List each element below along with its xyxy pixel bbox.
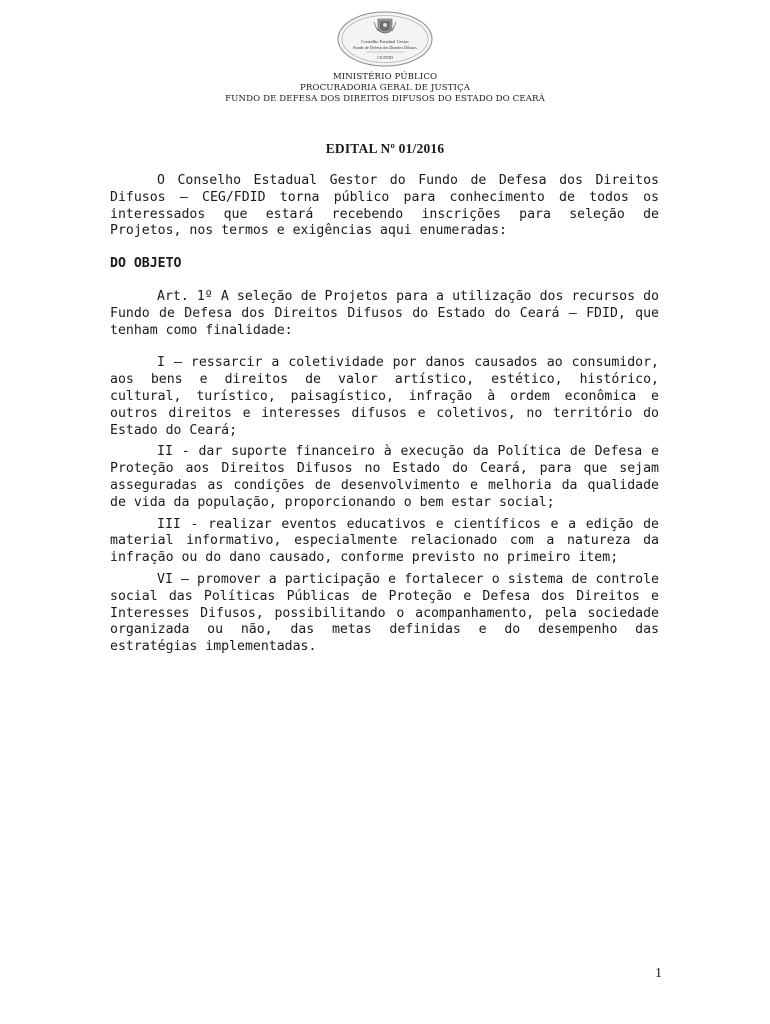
document-title: EDITAL Nº 01/2016: [325, 141, 445, 156]
header-line-1: MINISTÉRIO PÚBLICO: [332, 72, 438, 82]
section-heading: DO OBJETO: [110, 256, 182, 272]
logo-line-3: CE/FDID: [376, 55, 394, 60]
article-1: Art. 1º A seleção de Projetos para a utilização dos recursos do Fundo de Defesa dos Direitos Difusos do Estado do Ceará – FDID, que tenham como finalidade:: [110, 288, 659, 338]
logo-line-2: Fundo de Defesa dos Direitos Difusos: [353, 45, 417, 50]
letterhead: [0, 72, 770, 105]
logo-line-1: Conselho Estadual Gestor: [361, 39, 409, 44]
list-item: II - dar suporte financeiro à execução da Política de Defesa e Proteção aos Direitos Difusos no Estado do Ceará, para que sejam asseguradas as condições de desenvolvimento e melhoria da qualidade de vida da população, proporcionando o bem estar social;: [110, 444, 659, 510]
list-item: III - realizar eventos educativos e científicos e a edição de material informativo, especialmente relacionado com a natureza da infração ou do dano causado, conforme previsto no primeiro item;: [110, 516, 659, 566]
page-number: 1: [655, 966, 662, 981]
document-body: [110, 173, 659, 656]
list-item: VI – promover a participação e fortalecer o sistema de controle social das Políticas Públicas de Proteção e Defesa dos Direitos e Interesses Difusos, possibilitando o acompanhamento, pela sociedade organizada ou não, das metas definidas e do desempenho das estratégias implementadas.: [110, 571, 659, 655]
header-line-2: PROCURADORIA GERAL DE JUSTIÇA: [299, 83, 471, 93]
header-line-3: FUNDO DE DEFESA DOS DIREITOS DIFUSOS DO ESTADO DO CEARÁ: [225, 94, 545, 104]
list-item: I – ressarcir a coletividade por danos causados ao consumidor, aos bens e direitos de valor artístico, estético, histórico, cultural, turístico, paisagístico, infração à ordem econômica e outros direitos e interesses difusos e coletivos, no território do Estado do Ceará;: [110, 355, 659, 438]
ceg-fdid-logo: [336, 10, 434, 68]
intro-paragraph: O Conselho Estadual Gestor do Fundo de Defesa dos Direitos Difusos – CEG/FDID torna público para conhecimento de todos os interessados que estará recebendo inscrições para seleção de Projetos, nos termos e exigências aqui enumeradas:: [110, 173, 659, 239]
